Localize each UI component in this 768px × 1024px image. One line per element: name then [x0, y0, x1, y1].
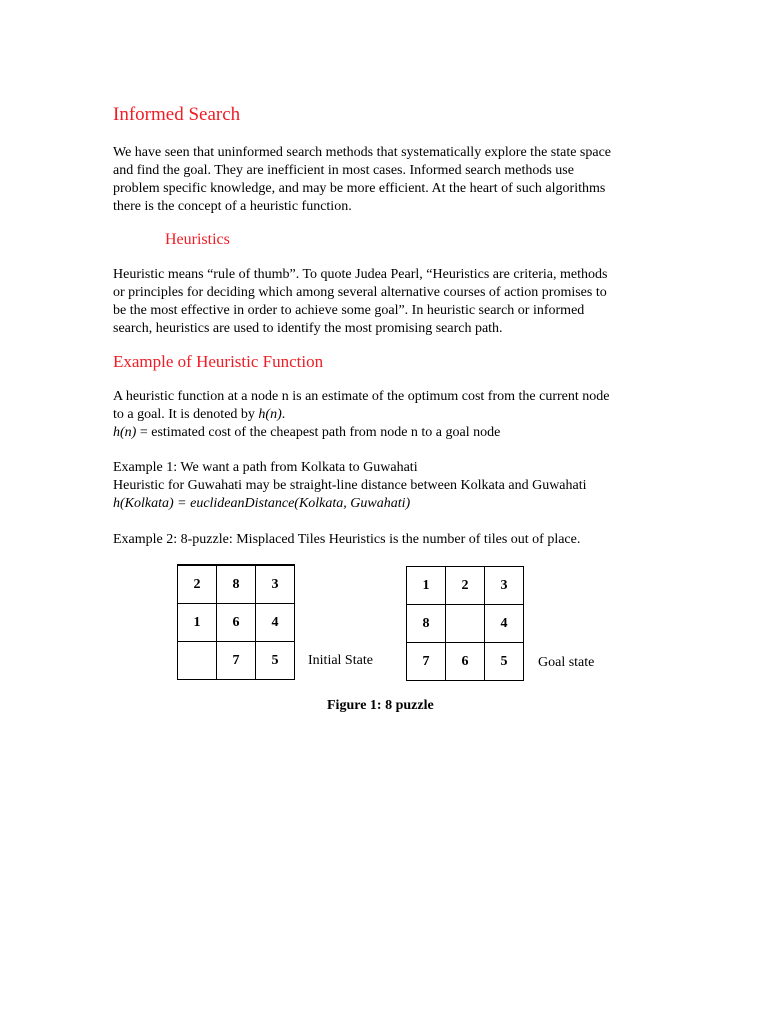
text-line: there is the concept of a heuristic function.	[113, 199, 352, 214]
puzzle-tile: 2	[178, 565, 217, 604]
puzzle-tile: 1	[178, 604, 217, 642]
puzzle-tile: 3	[485, 567, 524, 605]
puzzle-tile: 5	[256, 642, 295, 680]
formula-hn: h(n)	[258, 407, 282, 422]
heading-heuristics: Heuristics	[165, 231, 230, 248]
text-line: search, heuristics are used to identify the most promising search path.	[113, 321, 503, 336]
puzzle-tile: 2	[446, 567, 485, 605]
goal-state-label: Goal state	[538, 655, 595, 670]
initial-state-label: Initial State	[308, 653, 373, 668]
puzzle-tile: 5	[485, 643, 524, 681]
figure-caption: Figure 1: 8 puzzle	[327, 698, 434, 713]
text-line: or principles for deciding which among several alternative courses of action promises to	[113, 285, 607, 300]
puzzle-tile: 7	[217, 642, 256, 680]
puzzle-tile: 8	[407, 605, 446, 643]
text-line	[113, 424, 653, 442]
paragraph-example-2	[113, 531, 653, 549]
goal-state-grid	[406, 566, 524, 681]
puzzle-tile: 7	[407, 643, 446, 681]
puzzle-tile: 3	[256, 565, 295, 604]
text-line: problem specific knowledge, and may be more efficient. At the heart of such algorithms	[113, 181, 606, 196]
puzzle-tile-blank	[446, 605, 485, 643]
initial-state-grid	[177, 564, 295, 680]
text-fragment: .	[281, 407, 286, 422]
paragraph-heuristics	[113, 266, 653, 338]
text-line: We have seen that uninformed search methods that systematically explore the state space	[113, 145, 612, 160]
puzzle-tile: 6	[446, 643, 485, 681]
heading-informed-search: Informed Search	[113, 104, 241, 125]
text-line: be the most effective in order to achieve some goal”. In heuristic search or informed	[113, 303, 585, 318]
text-fragment: = estimated cost of the cheapest path from node n to a goal node	[136, 425, 501, 440]
text-line	[113, 406, 653, 424]
text-line: Heuristic means “rule of thumb”. To quote Judea Pearl, “Heuristics are criteria, methods	[113, 267, 608, 282]
text-line: Example 2: 8-puzzle: Misplaced Tiles Heuristics is the number of tiles out of place.	[113, 532, 581, 547]
text-line: Example 1: We want a path from Kolkata to Guwahati	[113, 460, 418, 475]
paragraph-example-1	[113, 459, 653, 513]
text-line: and find the goal. They are inefficient in most cases. Informed search methods use	[113, 163, 574, 178]
puzzle-tile-blank	[178, 642, 217, 680]
puzzle-tile: 4	[485, 605, 524, 643]
formula-h-kolkata: h(Kolkata) = euclideanDistance(Kolkata, Guwahati)	[113, 496, 411, 511]
heading-example-heuristic-function: Example of Heuristic Function	[113, 352, 324, 371]
puzzle-tile: 8	[217, 565, 256, 604]
formula-hn: h(n)	[113, 425, 137, 440]
text-line: Heuristic for Guwahati may be straight-line distance between Kolkata and Guwahati	[113, 478, 587, 493]
puzzle-tile: 1	[407, 567, 446, 605]
text-line: A heuristic function at a node n is an estimate of the optimum cost from the current node	[113, 389, 610, 404]
puzzle-tile: 4	[256, 604, 295, 642]
paragraph-intro	[113, 144, 653, 216]
paragraph-heuristic-definition	[113, 388, 653, 442]
text-fragment: to a goal. It is denoted by	[113, 407, 259, 422]
puzzle-tile: 6	[217, 604, 256, 642]
